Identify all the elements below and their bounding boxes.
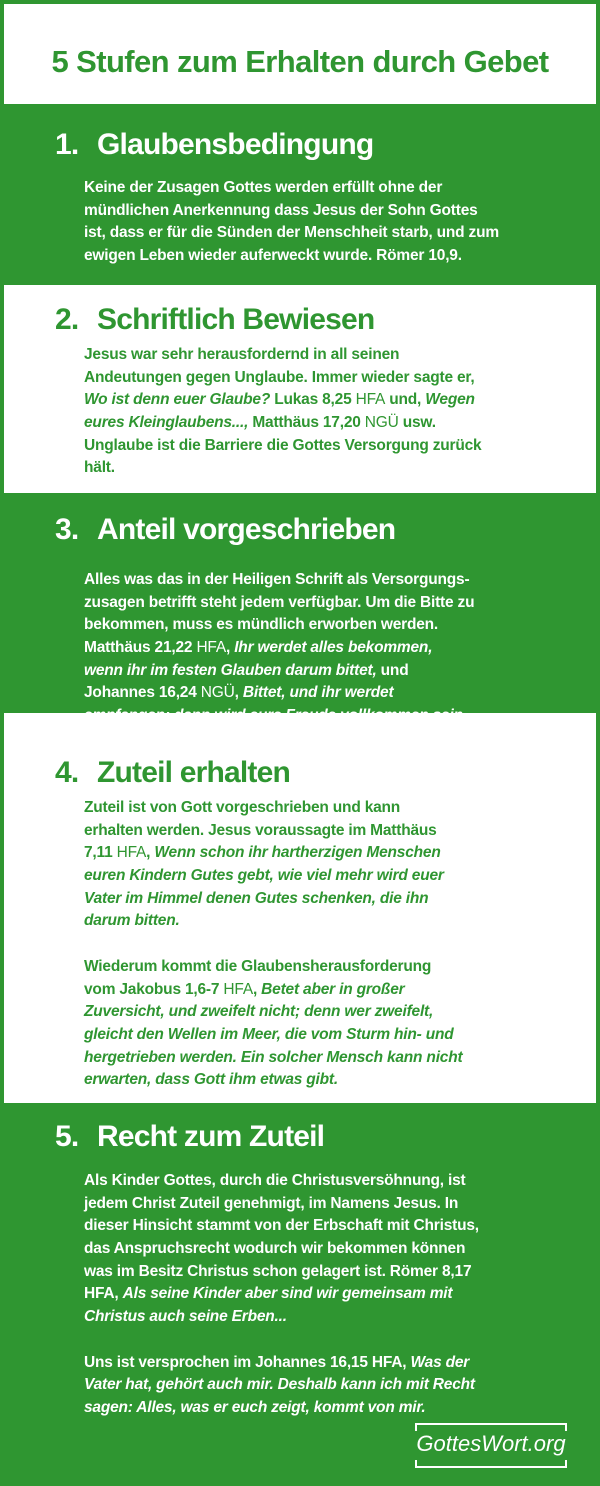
step-heading — [55, 300, 374, 340]
scripture-quote: erwarten, dass Gott ihm etwas gibt. — [84, 1071, 338, 1089]
text-line — [84, 1047, 462, 1070]
body-text: Zuteil ist von Gott vorgeschrieben und kann — [84, 799, 401, 816]
step-heading — [55, 510, 395, 550]
scripture-quote: Wenn schon ihr hartherzigen Menschen — [154, 844, 441, 862]
scripture-quote: Wegen — [425, 391, 475, 409]
step-heading — [55, 125, 373, 165]
body-text: , — [234, 684, 243, 702]
body-text: erhalten werden. Jesus voraussagte im Matthäus — [84, 821, 437, 839]
step-number: 1. — [55, 128, 79, 161]
paragraph-gap — [84, 1329, 479, 1352]
text-line — [84, 1024, 462, 1047]
text-line — [84, 177, 499, 200]
text-line — [84, 614, 474, 637]
translation-label: NGÜ — [200, 684, 235, 702]
scripture-quote: darum bitten. — [84, 912, 180, 930]
text-line — [84, 682, 474, 705]
body-text: vom Jakobus 1,6-7 — [84, 980, 224, 998]
paragraph-gap — [84, 933, 462, 956]
step-title: Zuteil erhalten — [97, 756, 291, 789]
step-number: 2. — [55, 303, 79, 336]
text-line — [84, 200, 499, 223]
text-line — [84, 910, 462, 933]
body-text: und — [376, 661, 409, 679]
text-line — [84, 592, 474, 615]
text-line — [84, 865, 462, 888]
body-text: , — [252, 980, 262, 998]
body-text: dieser Hinsicht stammt von der Erbschaft mit Christus, — [84, 1217, 479, 1235]
step-body — [84, 569, 474, 728]
text-line — [84, 1170, 479, 1193]
step-title: Schriftlich Bewiesen — [97, 303, 375, 336]
step-title: Glaubensbedingung — [97, 128, 374, 161]
body-text: das Anspruchsrecht wodurch wir bekommen können — [84, 1240, 466, 1258]
translation-label: NGÜ — [364, 414, 399, 432]
text-line — [84, 797, 462, 820]
step-number: 5. — [55, 1120, 79, 1153]
site-logo[interactable]: GottesWort.org — [416, 1431, 566, 1456]
text-line — [84, 1001, 462, 1024]
step-number: 4. — [55, 756, 79, 789]
translation-label: HFA — [196, 639, 226, 657]
text-line — [84, 222, 499, 245]
text-line — [84, 842, 462, 865]
body-text: was im Besitz Christus schon gelagert ist. Römer 8,17 — [84, 1262, 472, 1280]
body-text: Johannes 16,24 — [84, 684, 201, 702]
text-line — [84, 705, 474, 728]
scripture-quote: euren Kindern Gutes gebt, wie viel mehr wird euer — [84, 867, 444, 885]
scripture-quote: sagen: Alles, was er euch zeigt, kommt von mir. — [84, 1398, 426, 1416]
text-line — [84, 1283, 479, 1306]
step-body — [84, 1170, 479, 1420]
body-text: Andeutungen gegen Unglaube. Immer wieder sagte er, — [84, 368, 475, 386]
body-text: mündlichen Anerkennung dass Jesus der Sohn Gottes — [84, 201, 478, 219]
step-heading — [55, 1117, 324, 1157]
scripture-quote: Zuversicht, und zweifelt nicht; denn wer zweifelt, — [84, 1003, 434, 1021]
text-line — [84, 1352, 479, 1375]
body-text: Unglaube ist die Barriere die Gottes Versorgung zurück — [84, 436, 482, 454]
body-text: Jesus war sehr herausfordernd in all seinen — [84, 346, 400, 363]
text-line — [84, 888, 462, 911]
text-line — [84, 569, 474, 592]
text-line — [84, 979, 462, 1002]
text-line — [84, 660, 474, 683]
body-text: ewigen Leben wieder auferweckt wurde. Römer 10,9. — [84, 247, 462, 265]
text-line — [84, 1397, 479, 1420]
body-text: Alles was das in der Heiligen Schrift als Versorgungs- — [84, 571, 470, 588]
step-body — [84, 344, 481, 480]
text-line — [84, 1069, 462, 1092]
scripture-quote: Wo ist denn euer Glaube? — [84, 391, 271, 409]
body-text: Als Kinder Gottes, durch die Christusversöhnung, ist — [84, 1172, 466, 1189]
step-body — [84, 797, 462, 1092]
body-text: jedem Christ Zuteil genehmigt, im Namens Jesus. In — [84, 1194, 459, 1212]
body-text: und, — [385, 391, 426, 409]
text-line — [84, 1306, 479, 1329]
step-heading — [55, 753, 290, 793]
body-text: , — [225, 639, 235, 657]
text-line — [84, 637, 474, 660]
step-title: Anteil vorgeschrieben — [97, 513, 396, 546]
logo-bracket-bottom — [415, 1460, 567, 1468]
scripture-quote: Ihr werdet alles bekommen, — [234, 639, 433, 657]
body-text: Matthäus 21,22 — [84, 639, 197, 657]
body-text: Wiederum kommt die Glaubensherausforderung — [84, 957, 432, 975]
text-line — [84, 457, 481, 480]
scripture-quote: Vater im Himmel denen Gutes schenken, die ihn — [84, 889, 429, 907]
body-text: HFA, — [84, 1285, 123, 1303]
text-line — [84, 412, 481, 435]
scripture-quote: gleicht den Wellen im Meer, die vom Sturm hin- und — [84, 1025, 454, 1043]
body-text: hält. — [84, 459, 115, 477]
text-line — [84, 1215, 479, 1238]
body-text: Keine der Zusagen Gottes werden erfüllt ohne der — [84, 179, 443, 196]
text-line — [84, 820, 462, 843]
scripture-quote: Bittet, und ihr werdet — [242, 684, 394, 702]
scripture-quote: Christus auch seine Erben... — [84, 1308, 287, 1326]
scripture-quote: Als seine Kinder aber sind wir gemeinsam mit — [122, 1285, 453, 1303]
body-text: Lukas 8,25 — [270, 391, 356, 409]
text-line — [84, 389, 481, 412]
scripture-quote: hergetrieben werden. Ein solcher Mensch kann nicht — [84, 1048, 463, 1066]
step-number: 3. — [55, 513, 79, 546]
text-line — [84, 1261, 479, 1284]
translation-label: HFA — [116, 844, 147, 862]
text-line — [84, 367, 481, 390]
scripture-quote: Vater hat, gehört auch mir. Deshalb kann ich mit Recht — [84, 1376, 475, 1394]
body-text: Uns ist versprochen im Johannes 16,15 HFA, — [84, 1353, 411, 1371]
text-line — [84, 435, 481, 458]
body-text: 7,11 — [84, 844, 117, 862]
translation-label: HFA — [355, 391, 386, 409]
translation-label: HFA — [223, 980, 253, 998]
body-text: bekommen, muss es mündlich erworben werden. — [84, 616, 439, 634]
title-banner — [4, 4, 596, 104]
text-line — [84, 1374, 479, 1397]
scripture-quote: eures Kleinglaubens..., — [84, 414, 249, 432]
body-text: Matthäus 17,20 — [248, 414, 365, 432]
step-body — [84, 177, 499, 268]
body-text: zusagen betrifft steht jedem verfügbar. Um die Bitte zu — [84, 593, 475, 611]
scripture-quote: Betet aber in großer — [261, 980, 405, 998]
body-text: usw. — [398, 414, 436, 432]
text-line — [84, 956, 462, 979]
body-text: , — [146, 844, 155, 862]
text-line — [84, 344, 481, 367]
scripture-quote: empfangen; dann wird eure Freude vollkommen sein. — [84, 707, 467, 725]
scripture-quote: wenn ihr im festen Glauben darum bittet, — [84, 661, 377, 679]
text-line — [84, 1193, 479, 1216]
scripture-quote: Was der — [410, 1353, 470, 1371]
page-title: 5 Stufen zum Erhalten durch Gebet — [51, 44, 549, 79]
text-line — [84, 245, 499, 268]
body-text: ist, dass er für die Sünden der Menschheit starb, und zum — [84, 224, 499, 242]
step-title: Recht zum Zuteil — [97, 1120, 325, 1153]
text-line — [84, 1238, 479, 1261]
